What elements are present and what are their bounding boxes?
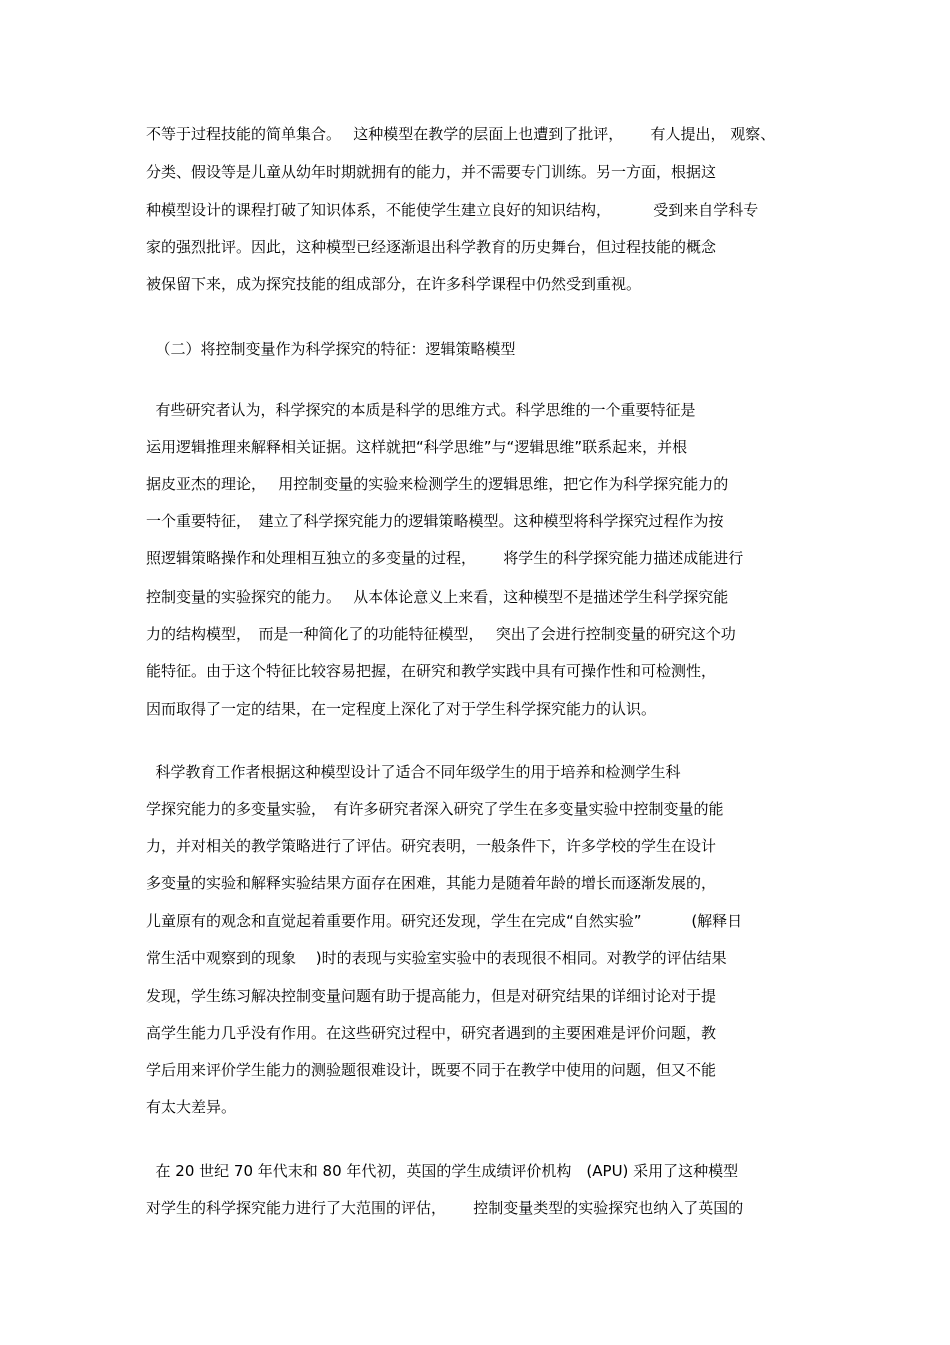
text-line: 对学生的科学探究能力进行了大范围的评估， 控制变量类型的实验探究也纳入了英国的: [146, 1199, 744, 1217]
text-line: 照逻辑策略操作和处理相互独立的多变量的过程， 将学生的科学探究能力描述成能进行: [146, 549, 744, 567]
text-line: 分类、假设等是儿童从幼年时期就拥有的能力，并不需要专门训练。另一方面，根据这: [146, 163, 717, 181]
text-line: 家的强烈批评。因此，这种模型已经逐渐退出科学教育的历史舞台，但过程技能的概念: [146, 238, 717, 256]
text-line: 儿童原有的观念和直觉起着重要作用。研究还发现，学生在完成“自然实验” (解释日: [146, 912, 743, 930]
text-line: 学探究能力的多变量实验， 有许多研究者深入研究了学生在多变量实验中控制变量的能: [146, 800, 724, 818]
text-line: 据皮亚杰的理论， 用控制变量的实验来检测学生的逻辑思维，把它作为科学探究能力的: [146, 475, 729, 493]
text-line: 力，并对相关的教学策略进行了评估。研究表明，一般条件下，许多学校的学生在设计: [146, 837, 717, 855]
text-line: 学后用来评价学生能力的测验题很难设计，既要不同于在教学中使用的问题，但又不能: [146, 1061, 717, 1079]
text-line: 控制变量的实验探究的能力。 从本体论意义上来看，这种模型不是描述学生科学探究能: [146, 588, 729, 606]
text-line: 多变量的实验和解释实验结果方面存在困难，其能力是随着年龄的增长而逐渐发展的，: [146, 874, 717, 892]
text-line: 力的结构模型， 而是一种简化了的功能特征模型， 突出了会进行控制变量的研究这个功: [146, 625, 736, 643]
text-line: 常生活中观察到的现象 )时的表现与实验室实验中的表现很不相同。对教学的评估结果: [146, 949, 727, 967]
text-line: 不等于过程技能的简单集合。 这种模型在教学的层面上也遭到了批评， 有人提出， 观察、: [146, 125, 776, 143]
text-line: 因而取得了一定的结果，在一定程度上深化了对于学生科学探究能力的认识。: [146, 700, 657, 718]
text-line: 种模型设计的课程打破了知识体系，不能使学生建立良好的知识结构， 受到来自学科专: [146, 201, 759, 219]
text-line: 发现，学生练习解决控制变量问题有助于提高能力，但是对研究结果的详细讨论对于提: [146, 987, 717, 1005]
text-line: 有太大差异。: [146, 1098, 237, 1116]
text-line: 一个重要特征， 建立了科学探究能力的逻辑策略模型。这种模型将科学探究过程作为按: [146, 512, 724, 530]
text-line: 科学教育工作者根据这种模型设计了适合不同年级学生的用于培养和检测学生科: [146, 763, 681, 781]
section-heading: （二）将控制变量作为科学探究的特征：逻辑策略模型: [146, 340, 516, 358]
text-line: 运用逻辑推理来解释相关证据。这样就把“科学思维”与“逻辑思维”联系起来，并根: [146, 438, 688, 456]
text-line: 有些研究者认为，科学探究的本质是科学的思维方式。科学思维的一个重要特征是: [146, 401, 696, 419]
text-line: 在 20 世纪 70 年代末和 80 年代初，英国的学生成绩评价机构 (APU) 采用了这种模型: [146, 1162, 739, 1180]
text-line: 高学生能力几乎没有作用。在这些研究过程中，研究者遇到的主要困难是评价问题，教: [146, 1024, 717, 1042]
text-line: 能特征。由于这个特征比较容易把握，在研究和教学实践中具有可操作性和可检测性，: [146, 662, 717, 680]
text-line: 被保留下来，成为探究技能的组成部分，在许多科学课程中仍然受到重视。: [146, 275, 642, 293]
